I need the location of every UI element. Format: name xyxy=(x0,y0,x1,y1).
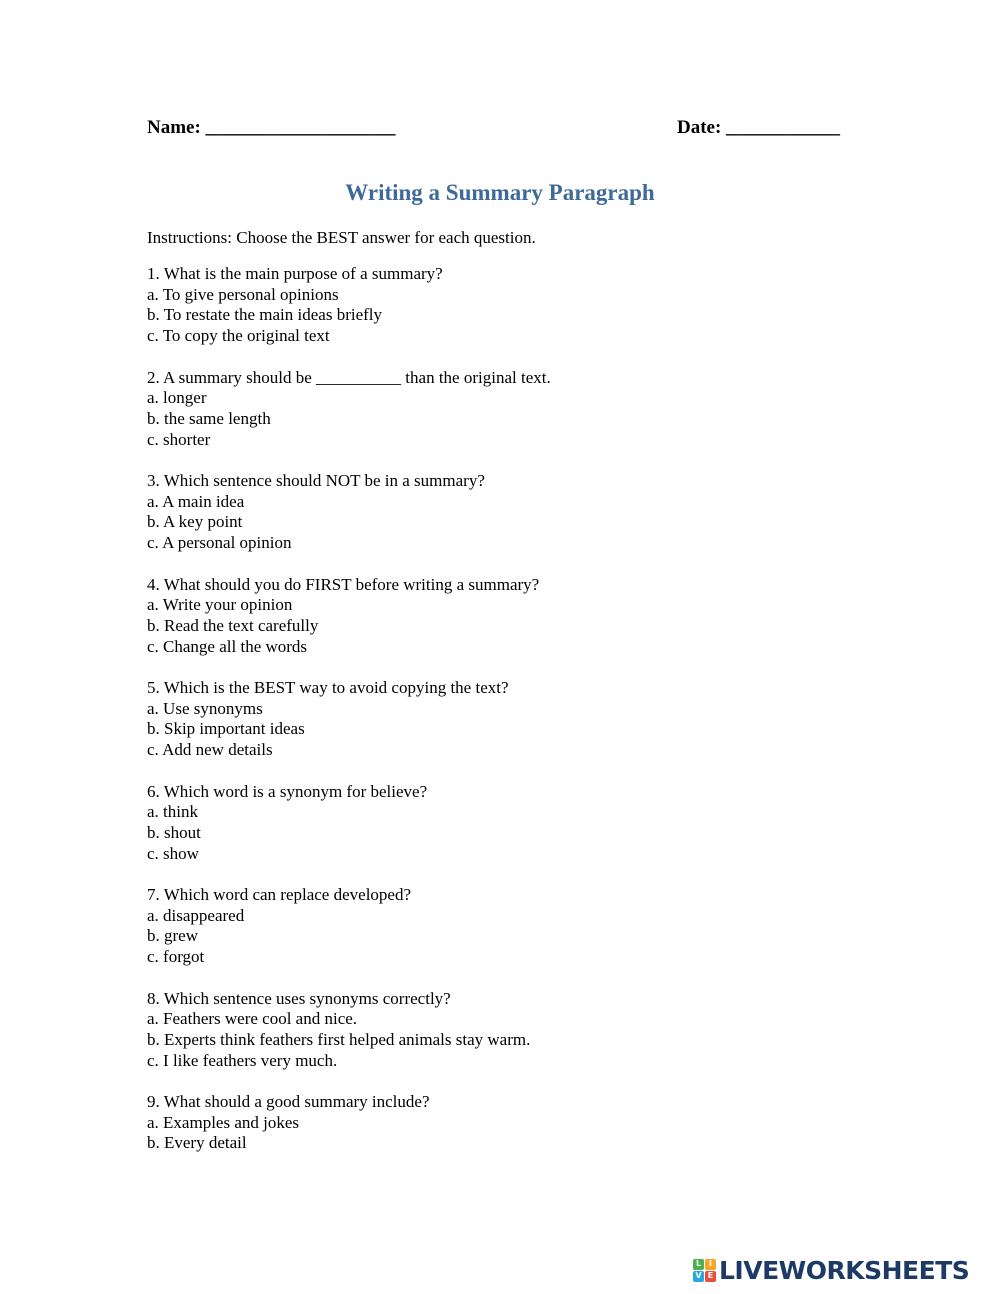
logo-blocks-icon xyxy=(693,1259,716,1282)
answer-option: c. A personal opinion xyxy=(147,533,292,553)
question-text: 5. Which is the BEST way to avoid copying the text? xyxy=(147,678,509,697)
answer-option: b. Every detail xyxy=(147,1133,247,1153)
question-text: 4. What should you do FIRST before writing a summary? xyxy=(147,574,540,594)
name-field-label: Name: ____________________ xyxy=(147,117,396,138)
answer-option: a. Feathers were cool and nice. xyxy=(147,1009,358,1029)
answer-option: a. disappeared xyxy=(147,905,245,925)
logo-block: V xyxy=(693,1271,704,1282)
answer-option: b. grew xyxy=(147,926,198,946)
question-text: 6. Which word is a synonym for believe? xyxy=(147,781,428,801)
question-7 xyxy=(147,885,907,968)
answer-option: a. longer xyxy=(147,388,207,408)
answer-option: b. the same length xyxy=(147,408,271,428)
answer-option: c. Change all the words xyxy=(147,636,308,656)
question-text: 1. What is the main purpose of a summary? xyxy=(147,264,443,283)
answer-option: b. To restate the main ideas briefly xyxy=(147,305,383,325)
answer-option: b. Read the text carefully xyxy=(147,615,319,635)
logo-block: L xyxy=(693,1259,704,1270)
answer-option: a. Examples and jokes xyxy=(147,1112,300,1132)
answer-option: c. Add new details xyxy=(147,740,273,760)
question-6 xyxy=(147,782,907,865)
question-5 xyxy=(147,678,907,761)
answer-option: c. I like feathers very much. xyxy=(147,1050,338,1070)
logo-block: I xyxy=(705,1259,716,1270)
instructions: Instructions: Choose the BEST answer for each question. xyxy=(147,228,536,247)
answer-option: b. Skip important ideas xyxy=(147,719,305,739)
date-field-label: Date: ____________ xyxy=(677,117,841,138)
liveworksheets-logo xyxy=(693,1256,969,1284)
answer-option: c. show xyxy=(147,843,199,863)
question-text: 8. Which sentence uses synonyms correctly? xyxy=(147,988,451,1008)
answer-option: a. Use synonyms xyxy=(147,698,263,718)
answer-option: c. shorter xyxy=(147,429,211,449)
answer-option: b. Experts think feathers first helped animals stay warm. xyxy=(147,1029,531,1049)
question-4 xyxy=(147,575,907,658)
question-9 xyxy=(147,1092,907,1154)
answer-option: a. To give personal opinions xyxy=(147,284,339,304)
answer-option: c. forgot xyxy=(147,947,205,967)
question-1 xyxy=(147,264,907,347)
question-2 xyxy=(147,368,907,451)
question-3 xyxy=(147,471,907,554)
question-text: 2. A summary should be __________ than the original text. xyxy=(147,367,551,387)
worksheet-title: Writing a Summary Paragraph xyxy=(345,180,655,205)
logo-block: E xyxy=(705,1271,716,1282)
question-text: 7. Which word can replace developed? xyxy=(147,885,412,904)
answer-option: a. A main idea xyxy=(147,491,245,511)
answer-option: a. Write your opinion xyxy=(147,595,293,615)
question-8 xyxy=(147,989,907,1072)
answer-option: c. To copy the original text xyxy=(147,326,330,346)
answer-option: b. shout xyxy=(147,822,201,842)
question-text: 9. What should a good summary include? xyxy=(147,1092,430,1111)
answer-option: b. A key point xyxy=(147,512,243,532)
answer-option: a. think xyxy=(147,802,198,822)
logo-text: LIVEWORKSHEETS xyxy=(719,1255,970,1285)
question-list xyxy=(147,264,907,1175)
question-text: 3. Which sentence should NOT be in a summary? xyxy=(147,471,485,490)
